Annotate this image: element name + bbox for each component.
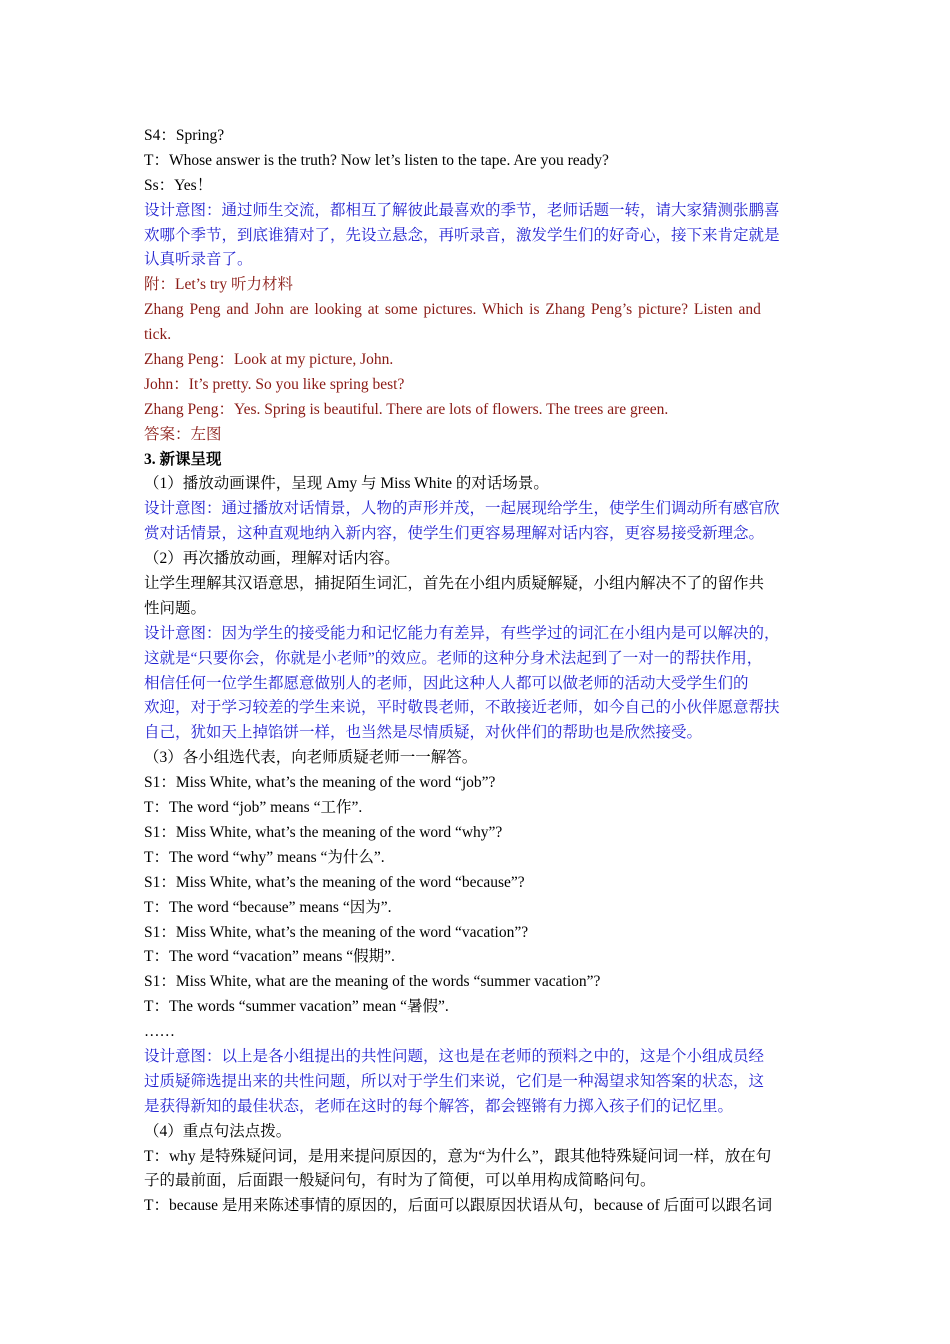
ellipsis-line: ……	[144, 1023, 175, 1041]
listening-material-line: Zhang Peng and John are looking at some pictures. Which is Zhang Peng’s picture? Listen and	[144, 301, 761, 319]
design-intent-line: 设计意图：通过师生交流，都相互了解彼此最喜欢的季节，老师话题一转，请大家猜测张鹏喜	[144, 201, 780, 219]
body-line: T：because 是用来陈述事情的原因的，后面可以跟原因状语从句，because of 后面可以跟名词	[144, 1197, 773, 1215]
design-intent-line: 设计意图：以上是各小组提出的共性问题，这也是在老师的预料之中的，这是个小组成员经	[144, 1047, 765, 1065]
listening-material-heading: 附：Let’s try 听力材料	[144, 276, 293, 294]
listening-material-line: John：It’s pretty. So you like spring best?	[144, 375, 405, 393]
body-line: 子的最前面，后面跟一般疑问句，有时为了简便，可以单用构成简略问句。	[144, 1172, 656, 1190]
design-intent-line: 赏对话情景，这种直观地纳入新内容，使学生们更容易理解对话内容，更容易接受新理念。	[144, 525, 765, 543]
step-line: （2）再次播放动画，理解对话内容。	[144, 550, 400, 568]
body-line: 性问题。	[144, 599, 207, 617]
dialogue-line: S1：Miss White, what’s the meaning of the word “why”?	[144, 823, 503, 841]
dialogue-line: S1：Miss White, what’s the meaning of the word “vacation”?	[144, 923, 529, 941]
section-heading: 3. 新课呈现	[144, 450, 222, 468]
dialogue-line: T：The word “why” means “为什么”.	[144, 848, 385, 866]
design-intent-line: 自己，犹如天上掉馅饼一样，也当然是尽情质疑，对伙伴们的帮助也是欣然接受。	[144, 724, 703, 742]
dialogue-line: S1：Miss White, what’s the meaning of the word “because”?	[144, 873, 525, 891]
body-line: 让学生理解其汉语意思，捕捉陌生词汇，首先在小组内质疑解疑，小组内解决不了的留作共	[144, 575, 765, 593]
dialogue-line: T：The word “job” means “工作”.	[144, 799, 363, 817]
answer-line: 答案：左图	[144, 425, 222, 443]
dialogue-line: T：The word “because” means “因为”.	[144, 898, 392, 916]
dialogue-line: S4：Spring?	[144, 127, 225, 144]
design-intent-line: 欢哪个季节，到底谁猜对了，先设立悬念，再听录音，激发学生们的好奇心，接下来肯定就是	[144, 226, 780, 244]
design-intent-line: 设计意图：因为学生的接受能力和记忆能力有差异，有些学过的词汇在小组内是可以解决的，	[144, 624, 780, 642]
listening-material-line: Zhang Peng：Look at my picture, John.	[144, 351, 394, 369]
dialogue-line: T：Whose answer is the truth? Now let’s listen to the tape. Are you ready?	[144, 151, 609, 169]
design-intent-line: 这就是“只要你会，你就是小老师”的效应。老师的这种分身术法起到了一对一的帮扶作用，	[144, 649, 763, 667]
design-intent-line: 过质疑筛选提出来的共性问题，所以对于学生们来说，它们是一种渴望求知答案的状态，这	[144, 1072, 765, 1090]
dialogue-line: S1：Miss White, what are the meaning of the words “summer vacation”?	[144, 973, 601, 991]
design-intent-line: 认真听录音了。	[144, 251, 253, 269]
design-intent-line: 相信任何一位学生都愿意做别人的老师，因此这种人人都可以做老师的活动大受学生们的	[144, 674, 749, 692]
dialogue-line: T：The word “vacation” means “假期”.	[144, 948, 395, 966]
listening-material-line: Zhang Peng：Yes. Spring is beautiful. There are lots of flowers. The trees are green.	[144, 400, 669, 418]
body-line: T：why 是特殊疑问词，是用来提问原因的，意为“为什么”，跟其他特殊疑问词一样，放在句	[144, 1147, 772, 1165]
dialogue-line: S1：Miss White, what’s the meaning of the word “job”?	[144, 774, 496, 792]
document-body	[144, 124, 808, 1219]
design-intent-line: 欢迎，对于学习较差的学生来说，平时敬畏老师，不敢接近老师，如今自己的小伙伴愿意帮扶	[144, 699, 780, 717]
design-intent-line: 设计意图：通过播放对话情景，人物的声形并茂，一起展现给学生，使学生们调动所有感官欣	[144, 500, 780, 518]
step-line: （3）各小组选代表，向老师质疑老师一一解答。	[144, 749, 478, 767]
step-line: （1）播放动画课件，呈现 Amy 与 Miss White 的对话场景。	[144, 475, 549, 493]
step-line: （4）重点句法点拨。	[144, 1122, 292, 1140]
listening-material-line: tick.	[144, 326, 172, 344]
dialogue-line: T：The words “summer vacation” mean “暑假”.	[144, 998, 449, 1016]
dialogue-line: Ss：Yes！	[144, 176, 213, 194]
design-intent-line: 是获得新知的最佳状态，老师在这时的每个解答，都会铿锵有力掷入孩子们的记忆里。	[144, 1097, 734, 1115]
